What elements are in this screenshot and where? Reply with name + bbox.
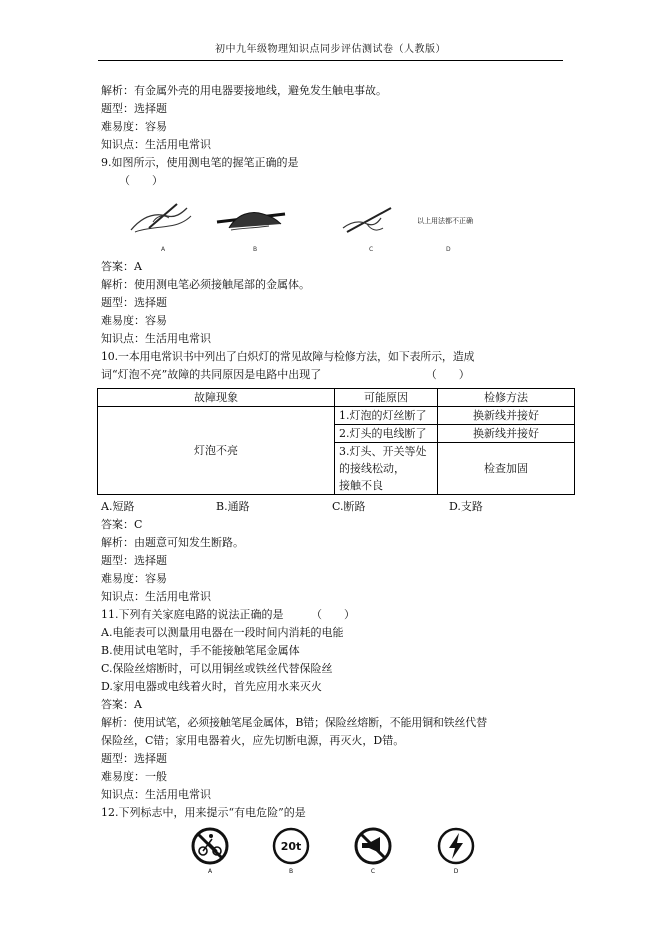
q10-analysis: 解析：由题意可知发生断路。 — [101, 536, 244, 549]
q10-option-b: B.通路 — [216, 500, 250, 513]
weight-limit-text: 20t — [280, 840, 302, 853]
q10-option-a: A.短路 — [101, 500, 135, 513]
table-header: 故障现象 — [98, 389, 335, 407]
sign-label-d: D — [453, 868, 459, 875]
sign-label-c: C — [370, 868, 376, 875]
q9-figure-label-a: A — [161, 246, 166, 253]
q9-analysis: 解析：使用测电笔必须接触尾部的金属体。 — [101, 278, 310, 291]
q9-figure-label-d: D — [446, 246, 451, 253]
q11-type: 题型：选择题 — [101, 752, 167, 765]
q8-analysis: 解析：有金属外壳的用电器要接地线，避免发生触电事故。 — [101, 84, 387, 97]
weight-limit-sign-icon — [271, 826, 311, 866]
table-cell-cause-line2: 接触不良 — [339, 479, 383, 492]
fault-table — [97, 388, 575, 495]
q11-answer: 答案：A — [101, 698, 142, 711]
q9-option-d-text: 以上用法都不正确 — [417, 217, 473, 225]
table-header-row — [98, 389, 575, 407]
q11-option-d: D.家用电器或电线着火时，首先应用水来灭火 — [101, 680, 322, 693]
q9-difficulty: 难易度：容易 — [101, 314, 167, 327]
table-cell-cause — [335, 443, 438, 495]
q10-stem-line1: 10.一本用电常识书中列出了白炽灯的常见故障与检修方法，如下表所示，造成 — [101, 350, 475, 363]
q8-knowledge: 知识点：生活用电常识 — [101, 138, 211, 151]
q11-analysis-line1: 解析：使用试笔，必须接触笔尾金属体，B错；保险丝熔断，不能用铜和铁丝代替 — [101, 716, 487, 729]
no-horn-sign-icon — [353, 826, 393, 866]
q11-option-b: B.使用试电笔时，手不能接触笔尾金属体 — [101, 644, 300, 657]
table-cell-fix: 换新线并接好 — [438, 425, 575, 443]
q10-knowledge: 知识点：生活用电常识 — [101, 590, 211, 603]
sign-label-a: A — [207, 868, 213, 875]
page-header: 初中九年级物理知识点同步评估测试卷（人教版） — [98, 40, 563, 61]
q11-stem: 11.下列有关家庭电路的说法正确的是 （ ） — [101, 608, 355, 621]
q8-difficulty: 难易度：容易 — [101, 120, 167, 133]
table-cell-fix: 换新线并接好 — [438, 407, 575, 425]
sign-c — [353, 826, 393, 878]
q10-option-d: D.支路 — [449, 500, 483, 513]
q12-signs — [101, 822, 563, 892]
table-cell-cause: 1.灯泡的灯丝断了 — [335, 407, 438, 425]
sign-b — [271, 826, 311, 878]
table-cell-cause: 2.灯头的电线断了 — [335, 425, 438, 443]
table-cell-symptom: 灯泡不亮 — [98, 407, 335, 495]
q11-knowledge: 知识点：生活用电常识 — [101, 788, 211, 801]
q12-stem: 12.下列标志中，用来提示“有电危险”的是 — [101, 806, 306, 819]
pen-grip-a-illustration — [127, 198, 197, 240]
q11-option-c: C.保险丝熔断时，可以用铜丝或铁丝代替保险丝 — [101, 662, 333, 675]
q9-knowledge: 知识点：生活用电常识 — [101, 332, 211, 345]
q9-figure-label-c: C — [369, 246, 374, 253]
sign-label-b: B — [288, 868, 294, 875]
q11-analysis-line2: 保险丝，C错；家用电器着火，应先切断电源，再灭火，D错。 — [101, 734, 405, 747]
sign-a — [190, 826, 230, 878]
q10-options — [101, 498, 563, 516]
q10-stem-line2: 词“灯泡不亮”故障的共同原因是电路中出现了 （ ） — [101, 368, 470, 381]
q9-stem: 9.如图所示，使用测电笔的握笔正确的是 — [101, 156, 299, 169]
q9-figure — [101, 190, 563, 258]
q11-option-a: A.电能表可以测量用电器在一段时间内消耗的电能 — [101, 626, 344, 639]
table-header: 可能原因 — [335, 389, 438, 407]
q10-option-c: C.断路 — [332, 500, 366, 513]
q8-type: 题型：选择题 — [101, 102, 167, 115]
table-header: 检修方法 — [438, 389, 575, 407]
electric-hazard-sign-icon — [436, 826, 476, 866]
pen-grip-b-illustration — [211, 200, 291, 236]
no-bicycle-sign-icon — [190, 826, 230, 866]
q10-type: 题型：选择题 — [101, 554, 167, 567]
q9-answer-paren: （ ） — [119, 174, 163, 187]
table-row — [98, 407, 575, 425]
q11-difficulty: 难易度：一般 — [101, 770, 167, 783]
q9-answer: 答案：A — [101, 260, 142, 273]
sign-d — [436, 826, 476, 878]
pen-grip-c-illustration — [337, 198, 407, 238]
table-cell-fix: 检查加固 — [438, 443, 575, 495]
q9-type: 题型：选择题 — [101, 296, 167, 309]
q10-difficulty: 难易度：容易 — [101, 572, 167, 585]
table-cell-cause-line1: 3.灯头、开关等处的接线松动， — [339, 445, 427, 475]
document-body — [101, 82, 563, 892]
q9-figure-label-b: B — [253, 246, 258, 253]
q10-answer: 答案：C — [101, 518, 143, 531]
